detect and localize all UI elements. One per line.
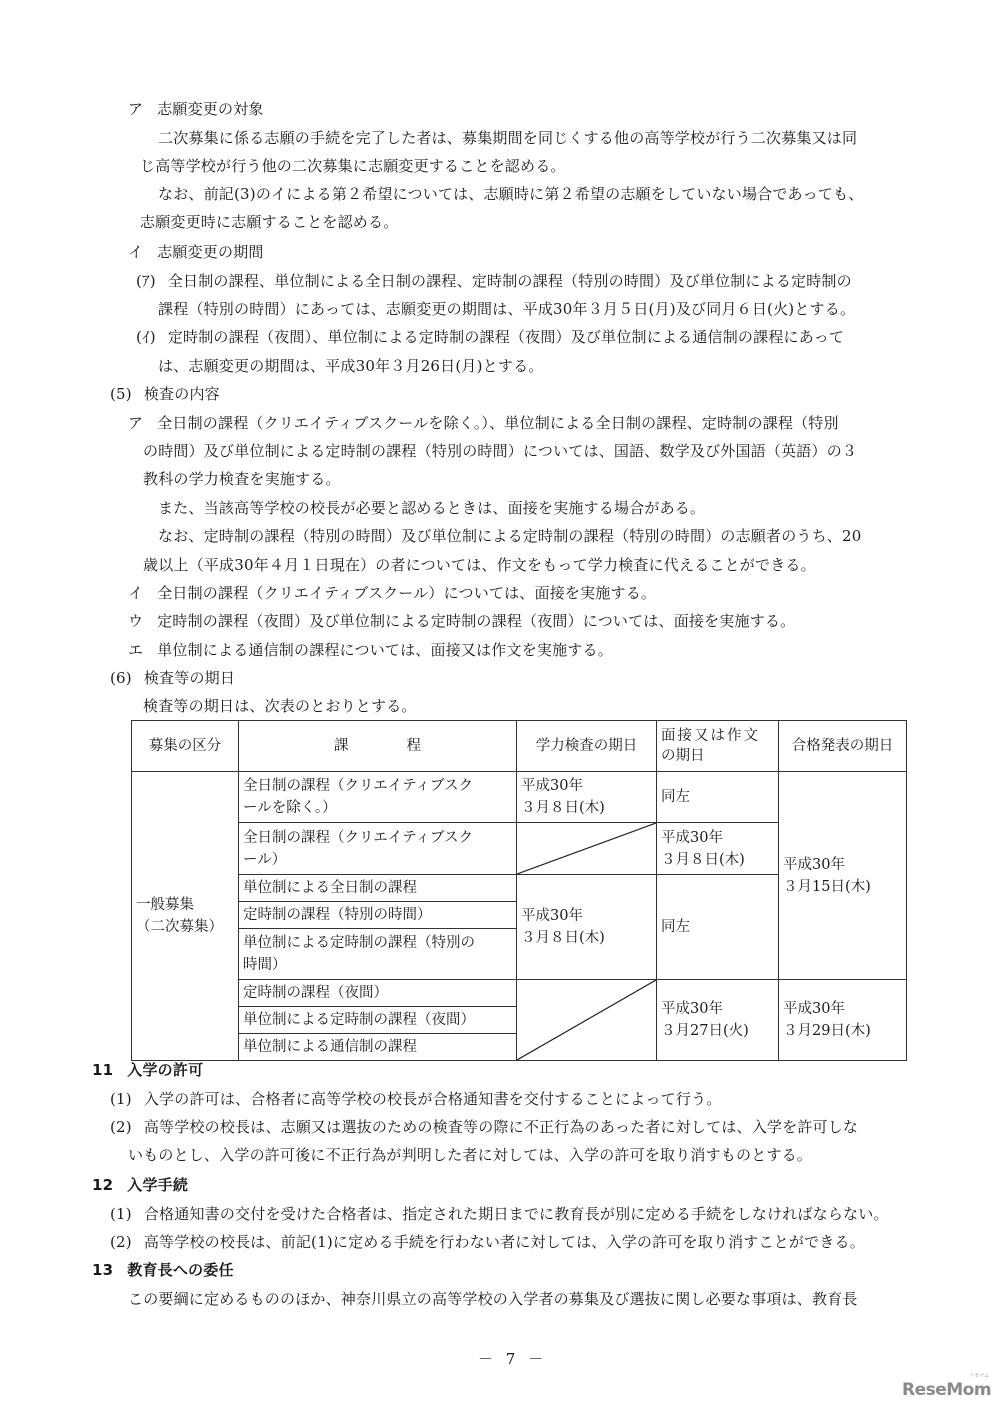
item-title: 志願変更の期間 — [157, 243, 264, 261]
course-line: 単位制による定時制の課程（特別の — [243, 935, 475, 951]
paragraph-1 — [110, 1204, 889, 1224]
paragraph-line: 全日制の課程（クリエイティブスクールを除く。）、単位制による全日制の課程、定時制の課程（特別 — [157, 414, 839, 432]
item-e — [128, 640, 613, 660]
course-cell — [239, 823, 517, 875]
date-line: 平成30年 — [661, 1001, 723, 1017]
interview-date-cell — [657, 823, 779, 875]
item-u — [128, 611, 795, 631]
paragraph-line: 志願変更時に志願することを認める。 — [140, 213, 399, 231]
paragraph-line: この要綱に定めるもののほか、神奈川県立の高等学校の入学者の募集及び選抜に関し必要な事項は、教育長 — [128, 1290, 858, 1308]
item-i — [128, 583, 656, 603]
schedule-table — [131, 720, 907, 1061]
paragraph-marker: (1) — [110, 1090, 132, 1108]
paragraph-line: 高等学校の校長は、志願又は選抜のための検査等の際に不正行為のあった者に対しては、入学を許可しな — [143, 1118, 859, 1136]
section-title: 検査の内容 — [143, 385, 220, 403]
item-marker: イ — [128, 243, 144, 261]
section-marker: (5) — [110, 385, 132, 403]
header-course: 課 程 — [239, 721, 517, 772]
page-number: － 7 － — [478, 1350, 548, 1368]
table-row — [132, 980, 907, 1007]
item-marker: エ — [128, 641, 144, 659]
section-title: 入学の許可 — [127, 1061, 204, 1079]
paragraph-line: 入学の許可は、合格者に高等学校の校長が合格通知書を交付することによって行う。 — [143, 1090, 722, 1108]
paragraph-line: 二次募集に係る志願の手続を完了した者は、募集期間を同じくする他の高等学校が行う二次募集又は同 — [158, 129, 858, 147]
item-a-heading — [128, 99, 264, 119]
item-i-heading — [128, 242, 264, 262]
not-applicable-cell — [517, 980, 657, 1061]
section-13-heading — [92, 1260, 234, 1280]
paragraph-line: 高等学校の校長は、前記(1)に定める手続を行わない者に対しては、入学の許可を取り消すことができる。 — [143, 1233, 865, 1251]
date-line: ３月８日(木) — [521, 930, 605, 946]
logo-text: ReseMom — [902, 1380, 992, 1400]
subitem-marker: (ｲ) — [136, 328, 156, 346]
section-title: 教育長への委任 — [127, 1261, 234, 1279]
section-title: 入学手続 — [127, 1176, 189, 1194]
date-line: 平成30年 — [783, 1001, 845, 1017]
subitem-2 — [136, 327, 844, 347]
interview-date-cell — [657, 980, 779, 1061]
diagonal-slash-icon — [517, 823, 656, 874]
course-line: 全日制の課程（クリエイティブスク — [243, 778, 473, 794]
paragraph-line: 検査等の期日は、次表のとおりとする。 — [143, 697, 417, 715]
item-a — [128, 413, 839, 433]
section-6-heading — [110, 668, 235, 688]
header-category: 募集の区分 — [132, 721, 239, 772]
course-line: ール） — [243, 851, 287, 868]
date-line: ３月８日(木) — [661, 851, 745, 868]
interview-date-cell: 同左 — [657, 772, 779, 823]
course-cell: 単位制による通信制の課程 — [239, 1034, 517, 1061]
paragraph-line: 単位制による通信制の課程については、面接又は作文を実施する。 — [157, 641, 613, 659]
course-cell: 定時制の課程（特別の時間） — [239, 902, 517, 929]
paragraph-line: 定時制の課程（夜間）及び単位制による定時制の課程（夜間）については、面接を実施する。 — [157, 612, 796, 630]
header-line: の期日 — [661, 748, 705, 764]
section-12-heading — [92, 1175, 188, 1195]
item-marker: イ — [128, 584, 144, 602]
item-title: 志願変更の対象 — [157, 100, 264, 118]
paragraph-line: 全日制の課程（クリエイティブスクール）については、面接を実施する。 — [157, 584, 657, 602]
category-line: 一般募集 — [136, 897, 194, 913]
paragraph-line: なお、定時制の課程（特別の時間）及び単位制による定時制の課程（特別の時間）の志願者のうち、20 — [158, 527, 862, 545]
section-number: 11 — [92, 1061, 114, 1079]
course-cell: 単位制による定時制の課程（夜間） — [239, 1007, 517, 1034]
diagonal-slash-icon — [517, 980, 656, 1060]
header-line: 面接又は作文 — [661, 728, 760, 744]
category-line: （二次募集） — [136, 919, 223, 935]
date-line: ３月15日(木) — [783, 878, 871, 895]
paragraph-line: 歳以上（平成30年４月１日現在）の者については、作文をもって学力検査に代えることができる。 — [143, 556, 816, 574]
paragraph-line: 全日制の課程、単位制による全日制の課程、定時制の課程（特別の時間）及び単位制による定時制の — [167, 272, 852, 290]
date-line: ３月27日(火) — [661, 1023, 749, 1039]
paragraph-line: 課程（特別の時間）にあっては、志願変更の期間は、平成30年３月５日(月)及び同月６日(火)とする。 — [158, 300, 856, 318]
item-marker: ウ — [128, 612, 144, 630]
date-line: 平成30年 — [783, 856, 845, 873]
course-line: 時間） — [243, 957, 287, 973]
section-5-heading — [110, 384, 220, 404]
subitem-marker: (ｱ) — [136, 272, 156, 290]
course-cell: 単位制による全日制の課程 — [239, 875, 517, 902]
paragraph-line: なお、前記(3)のイによる第２希望については、志願時に第２希望の志願をしていない場合であっても、 — [158, 185, 864, 203]
table-header-row — [132, 721, 907, 772]
section-number: 12 — [92, 1176, 114, 1194]
exam-date-cell — [517, 772, 657, 823]
paragraph-marker: (2) — [110, 1118, 132, 1136]
date-line: 平成30年 — [661, 829, 723, 846]
paragraph-line: 教科の学力検査を実施する。 — [143, 470, 341, 488]
category-cell — [132, 772, 239, 1061]
paragraph-line: の時間）及び単位制による定時制の課程（特別の時間）については、国語、数学及び外国語（英語）の３ — [143, 442, 858, 460]
logo-ruby: リセマム — [969, 1373, 990, 1379]
course-line: 全日制の課程（クリエイティブスク — [243, 829, 473, 846]
result-date-cell — [779, 772, 907, 980]
date-line: 平成30年 — [521, 908, 583, 924]
not-applicable-cell — [517, 823, 657, 875]
section-title: 検査等の期日 — [143, 669, 236, 687]
table-row — [132, 772, 907, 823]
item-marker: ア — [128, 100, 144, 118]
subitem-1 — [136, 271, 852, 291]
paragraph-line: 合格通知書の交付を受けた合格者は、指定された期日までに教育長が別に定める手続をしなければならない。 — [143, 1205, 889, 1223]
date-line: 平成30年 — [521, 778, 583, 794]
item-marker: ア — [128, 414, 144, 432]
date-line: ３月８日(木) — [521, 800, 605, 816]
paragraph-2 — [110, 1117, 858, 1137]
section-marker: (6) — [110, 669, 132, 687]
header-exam-date: 学力検査の期日 — [517, 721, 657, 772]
exam-date-cell — [517, 875, 657, 980]
resemom-logo — [902, 1373, 992, 1400]
course-line: ールを除く。） — [243, 800, 337, 816]
paragraph-marker: (2) — [110, 1233, 132, 1251]
paragraph-line: 定時制の課程（夜間）、単位制による定時制の課程（夜間）及び単位制による通信制の課程にあって — [167, 328, 845, 346]
paragraph-line: いものとし、入学の許可後に不正行為が判明した者に対しては、入学の許可を取り消すものとする。 — [128, 1146, 813, 1164]
result-date-cell — [779, 980, 907, 1061]
paragraph-line: は、志願変更の期間は、平成30年３月26日(月)とする。 — [158, 357, 544, 375]
paragraph-line: また、当該高等学校の校長が必要と認めるときは、面接を実施する場合がある。 — [158, 499, 706, 517]
paragraph-1 — [110, 1089, 721, 1109]
course-cell — [239, 772, 517, 823]
course-cell — [239, 929, 517, 980]
paragraph-2 — [110, 1232, 865, 1252]
course-cell: 定時制の課程（夜間） — [239, 980, 517, 1007]
header-result-date: 合格発表の期日 — [779, 721, 907, 772]
paragraph-marker: (1) — [110, 1205, 132, 1223]
header-interview-date — [657, 721, 779, 772]
interview-date-cell: 同左 — [657, 875, 779, 980]
section-number: 13 — [92, 1261, 114, 1279]
date-line: ３月29日(木) — [783, 1023, 871, 1039]
paragraph-line: じ高等学校が行う他の二次募集に志願変更することを認める。 — [140, 157, 566, 175]
section-11-heading — [92, 1060, 203, 1080]
